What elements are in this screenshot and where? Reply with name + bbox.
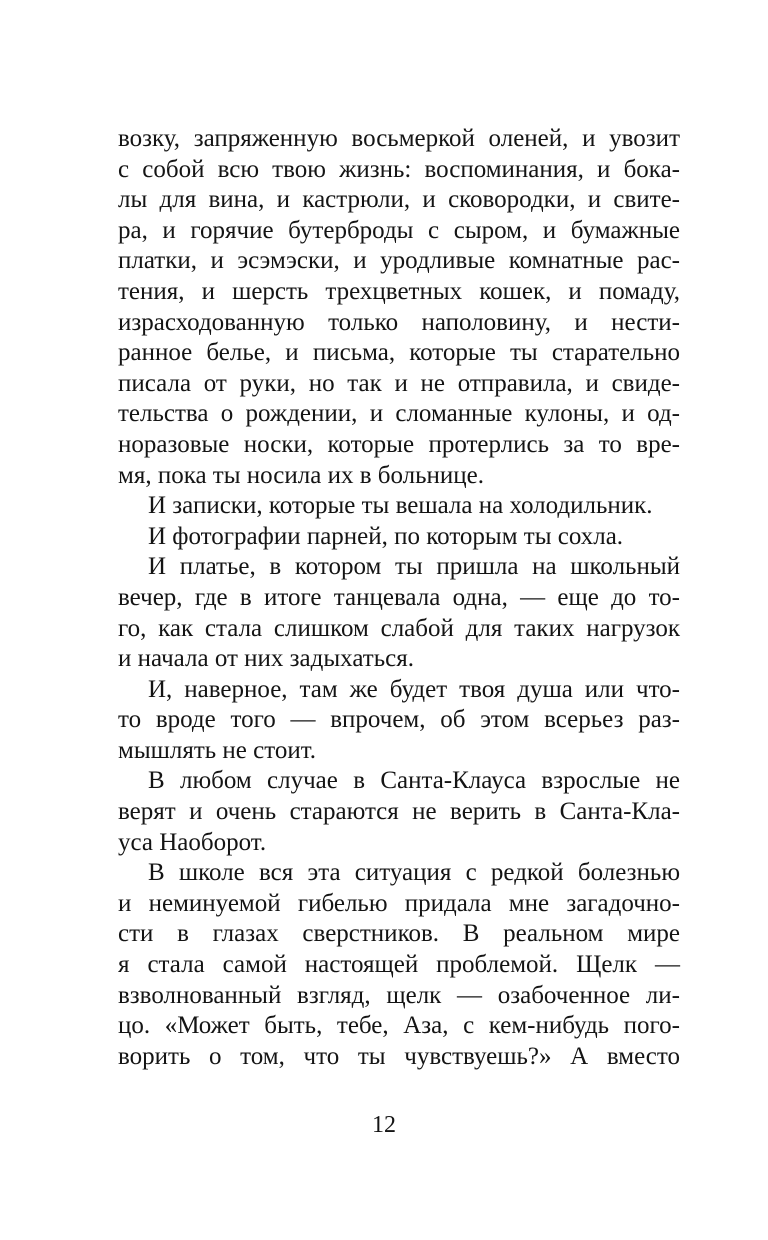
text-line: с собой всю твою жизнь: воспоминания, и бока- (118, 155, 680, 183)
text-line: то вроде того — впрочем, об этом всерьез раз- (118, 706, 680, 734)
text-line: ворить о том, что ты чувствуешь?» А вместо (118, 1042, 680, 1070)
text-line: И фотографии парней, по которым ты сохла. (148, 522, 624, 550)
text-line: лы для вина, и кастрюли, и сковородки, и свите- (118, 186, 680, 214)
text-line: И платье, в котором ты пришла на школьный (148, 553, 680, 581)
text-line: я стала самой настоящей проблемой. Щелк — (118, 951, 680, 979)
text-line: мышлять не стоит. (118, 736, 317, 764)
text-line: В школе вся эта ситуация с редкой болезнью (148, 859, 680, 887)
text-line: сти в глазах сверстников. В реальном мире (118, 920, 680, 948)
text-line: ра, и горячие бутерброды с сыром, и бумажные (118, 216, 680, 244)
text-line: мя, пока ты носила их в больнице. (118, 461, 485, 489)
text-line: ранное белье, и письма, которые ты старательно (118, 339, 680, 367)
text-line: верят и очень стараются не верить в Санта-Кла- (118, 798, 680, 826)
text-line: писала от руки, но так и не отправила, и свиде- (118, 369, 680, 397)
text-line: тельства о рождении, и сломанные кулоны, и од- (118, 400, 680, 428)
text-line: и начала от них задыхаться. (118, 645, 414, 673)
text-line: В любом случае в Санта-Клауса взрослые не (148, 767, 680, 795)
page-number: 12 (372, 1112, 396, 1138)
text-line: вечер, где в итоге танцевала одна, — еще до то- (118, 583, 680, 611)
text-line: и неминуемой гибелью придала мне загадочно- (118, 889, 680, 917)
body-text (118, 124, 680, 1072)
text-line: возку, запряженную восьмеркой оленей, и увозит (118, 125, 680, 152)
text-line: норазовые носки, которые протерлись за то вре- (118, 430, 680, 458)
text-line: израсходованную только наполовину, и нести- (118, 308, 680, 336)
text-line: уса Наоборот. (118, 828, 267, 856)
text-line: взволнованный взгляд, щелк — озабоченное ли- (118, 981, 680, 1009)
text-line: платки, и эсэмэски, и уродливые комнатные рас- (118, 247, 680, 275)
text-line: И записки, которые ты вешала на холодильник. (148, 492, 653, 520)
text-line: тения, и шерсть трехцветных кошек, и помаду, (118, 277, 680, 305)
text-line: го, как стала слишком слабой для таких нагрузок (118, 614, 680, 642)
text-line: И, наверное, там же будет твоя душа или что- (148, 675, 680, 703)
text-line: цо. «Может быть, тебе, Аза, с кем-нибудь пого- (118, 1012, 680, 1040)
